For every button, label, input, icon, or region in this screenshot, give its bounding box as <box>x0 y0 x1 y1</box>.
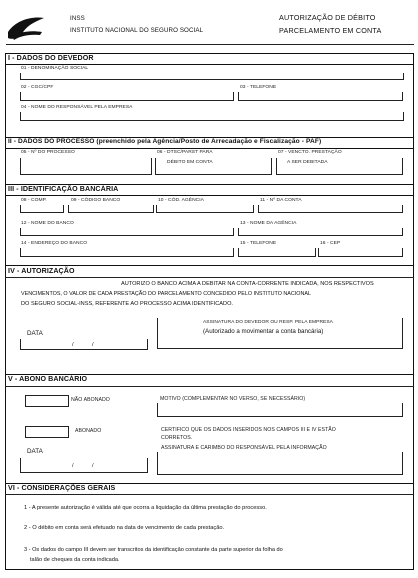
abonado-label: ABONADO <box>75 428 102 434</box>
field-05-input[interactable] <box>20 158 152 175</box>
bank-date-separator-1: / <box>72 463 74 469</box>
field-02-label: 02 - CGC/CPF <box>21 85 54 90</box>
bank-date-input[interactable] <box>20 458 148 473</box>
field-01-input[interactable] <box>20 73 404 80</box>
field-07-input[interactable] <box>276 158 403 175</box>
section2-title-rule <box>5 148 414 149</box>
field-06-label-line2: DÉBITO EM CONTA <box>167 160 213 165</box>
bank-signature-input[interactable] <box>157 452 403 475</box>
form-left-border <box>5 53 6 570</box>
authorization-text-line1: AUTORIZO O BANCO ACIMA A DEBITAR NA CONTA-CORRENTE INDICADA, NOS RESPECTIVOS <box>121 281 374 287</box>
section4-title: IV - AUTORIZAÇÃO <box>8 267 75 275</box>
field-05-label: 05 - Nº DO PROCESSO <box>21 150 75 155</box>
bank-date-label: DATA <box>27 448 43 455</box>
form-title-line1: AUTORIZAÇÃO DE DÉBITO <box>279 13 376 22</box>
field-01-label: 01 - DENOMINAÇÃO SOCIAL <box>21 66 89 71</box>
authorization-date-input[interactable] <box>20 339 148 350</box>
header-divider <box>6 44 414 45</box>
field-08-input[interactable] <box>20 205 64 213</box>
authorization-signature-note: (Autorizado a movimentar a conta bancária) <box>203 328 324 335</box>
field-16-label: 16 - CEP <box>320 241 341 246</box>
field-14-label: 14 - ENDEREÇO DO BANCO <box>21 241 88 246</box>
field-06-input[interactable] <box>155 158 272 175</box>
field-15-input[interactable] <box>238 248 316 257</box>
field-10-label: 10 - CÓD. AGÊNCIA <box>158 198 204 203</box>
certifico-text-line2: CORRETOS. <box>161 435 193 441</box>
section5-title-rule <box>5 386 414 387</box>
field-14-input[interactable] <box>20 248 234 257</box>
abonado-checkbox[interactable] <box>25 426 69 438</box>
form-right-border <box>413 53 414 570</box>
field-15-label: 15 - TELEFONE <box>240 241 277 246</box>
section6-title-rule <box>5 494 414 495</box>
motivo-input[interactable] <box>157 403 403 417</box>
authorization-date-label: DATA <box>27 330 43 337</box>
field-07-label-line2: A SER DEBITADA <box>287 160 328 165</box>
section2-title: II - DADOS DO PROCESSO (preenchido pela Agência/Posto de Arrecadação e Fiscalização - PAF) <box>8 138 322 145</box>
consideration-item-1: 1 - A presente autorização é válida até que ocorra a liquidação da última prestação do processo. <box>24 505 267 511</box>
org-full: INSTITUTO NACIONAL DO SEGURO SOCIAL <box>70 27 204 34</box>
certifico-text-line1: CERTIFICO QUE OS DADOS INSERIDOS NOS CAMPOS III E IV ESTÃO <box>161 427 336 433</box>
section4-top-rule <box>5 265 414 266</box>
section6-title: VI - CONSIDERAÇÕES GERAIS <box>8 484 116 492</box>
authorization-text-line2: VENCIMENTOS, O VALOR DE CADA PRESTAÇÃO DO PARCELAMENTO CONCEDIDO PELO INSTITUTO NACIONAL <box>21 291 311 297</box>
form-title-line2: PARCELAMENTO EM CONTA <box>279 26 382 35</box>
motivo-label: MOTIVO (COMPLEMENTAR NO VERSO, SE NECESSÁRIO) <box>160 396 306 402</box>
authorization-signature-input[interactable] <box>157 318 403 349</box>
field-03-input[interactable] <box>238 92 403 101</box>
consideration-item-2: 2 - O débito em conta será efetuado na data de vencimento de cada prestação. <box>24 525 225 531</box>
field-02-input[interactable] <box>20 92 234 101</box>
authorization-signature-label: ASSINATURA DO DEVEDOR OU RESP. PELA EMPRESA <box>203 320 333 325</box>
section4-title-rule <box>5 277 414 278</box>
consideration-item-3-line2: talão de cheques da conta indicada. <box>30 557 120 563</box>
field-12-label: 12 - NOME DO BANCO <box>21 221 74 226</box>
date-separator-2: / <box>92 342 94 348</box>
field-03-label: 03 - TELEFONE <box>240 85 277 90</box>
bank-date-separator-2: / <box>92 463 94 469</box>
field-16-input[interactable] <box>318 248 403 257</box>
field-08-label: 08 - COMP. <box>21 198 47 203</box>
consideration-item-3-line1: 3 - Os dados do campo III devem ser transcritos da identificação constante da parte superior da folha do <box>24 547 283 553</box>
field-04-label: 04 - NOME DO RESPONSÁVEL PELA EMPRESA <box>21 105 133 110</box>
field-04-input[interactable] <box>20 112 404 121</box>
section5-title: V - ABONO BANCÁRIO <box>8 375 88 383</box>
field-13-input[interactable] <box>238 228 403 236</box>
field-13-label: 13 - NOME DA AGÊNCIA <box>240 221 297 226</box>
field-09-label: 09 - CÓDIGO BANCO <box>71 198 121 203</box>
field-11-input[interactable] <box>258 205 403 213</box>
bank-signature-label: ASSINATURA E CARIMBO DO RESPONSÁVEL PELA INFORMAÇÃO <box>161 445 327 451</box>
field-07-label-line1: 07 - VENCTO. PRESTAÇÃO <box>278 150 342 155</box>
field-12-input[interactable] <box>20 228 234 236</box>
form-bottom-rule <box>5 569 414 570</box>
inss-logo <box>6 12 46 46</box>
section1-title-rule <box>5 64 414 65</box>
field-11-label: 11 - Nº DA CONTA <box>260 198 302 203</box>
authorization-text-line3: DO SEGURO SOCIAL-INSS, REFERENTE AO PROCESSO ACIMA IDENTIFICADO. <box>21 301 233 307</box>
field-09-input[interactable] <box>68 205 154 213</box>
section1-title: I - DADOS DO DEVEDOR <box>8 54 94 62</box>
field-10-input[interactable] <box>156 205 254 213</box>
section3-title-rule <box>5 195 414 196</box>
field-06-label-line1: 06 - DTSC/PARST PARA <box>157 150 213 155</box>
section3-title: III - IDENTIFICAÇÃO BANCÁRIA <box>8 185 119 193</box>
not-abonado-label: NÃO ABONADO <box>71 397 110 403</box>
not-abonado-checkbox[interactable] <box>25 395 69 407</box>
date-separator-1: / <box>72 342 74 348</box>
org-short: INSS <box>70 15 85 22</box>
